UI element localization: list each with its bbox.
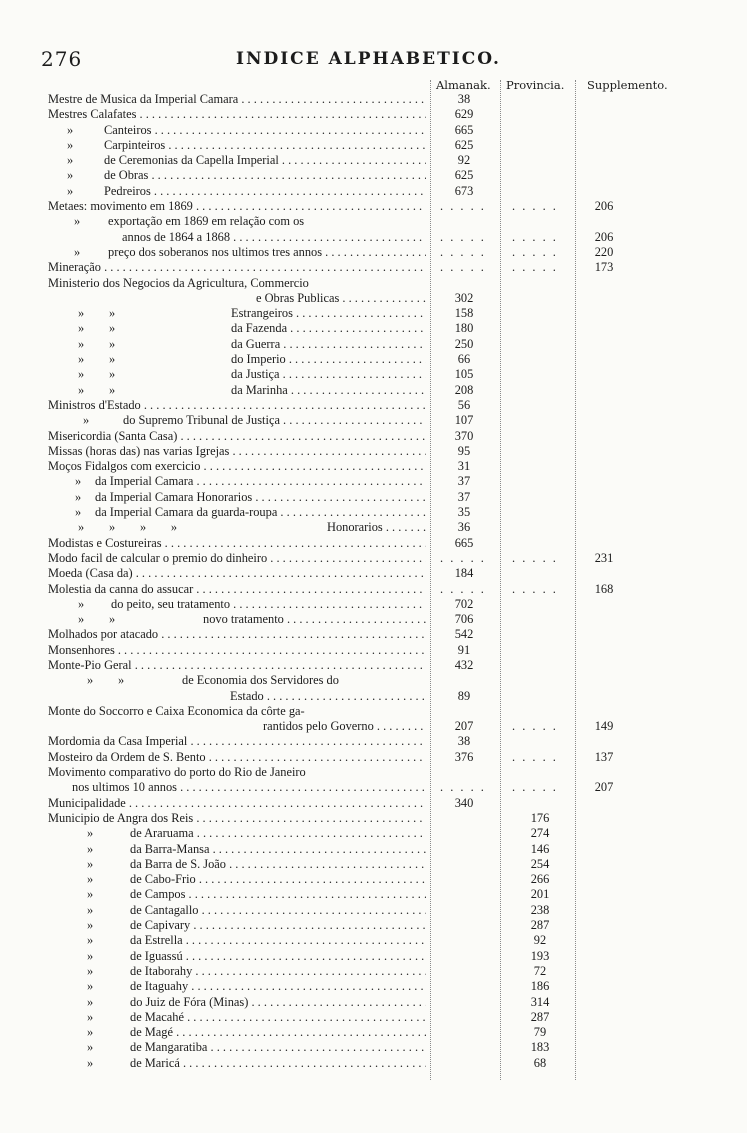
entry-label: de Cabo-Frio . . . xyxy=(130,872,426,887)
index-entry xyxy=(0,230,747,245)
page-ref-almanak: 673 xyxy=(454,183,474,198)
index-entry xyxy=(0,918,747,933)
index-entry xyxy=(0,306,747,321)
leader-dots: . . . . . xyxy=(512,199,558,214)
ditto-marker: » xyxy=(78,596,85,611)
index-entry xyxy=(0,689,747,704)
page-ref-almanak: 35 xyxy=(457,505,471,520)
index-entry xyxy=(0,872,747,887)
ditto-marker: » xyxy=(87,902,94,917)
entry-label: Ministros d'Estado . . . xyxy=(48,398,426,413)
index-entry xyxy=(0,321,747,336)
leader-dots: . . . . . xyxy=(512,550,558,565)
index-entry xyxy=(0,214,747,229)
ditto-marker: » xyxy=(67,137,74,152)
entry-label: Misericordia (Santa Casa) . . . xyxy=(48,429,426,444)
page-ref-supplemento: 173 xyxy=(594,260,614,275)
page-ref-almanak: 208 xyxy=(454,382,474,397)
page-ref-almanak: 158 xyxy=(454,306,474,321)
entry-label: Canteiros . . . xyxy=(104,123,426,138)
entry-label: Pedreiros . . . xyxy=(104,184,426,199)
entry-label: da Imperial Camara da guarda-roupa . . . xyxy=(95,505,426,520)
entry-label: de Maricá . . . xyxy=(130,1056,426,1071)
index-entry xyxy=(0,92,747,107)
page-number: 276 xyxy=(41,47,83,71)
index-entry xyxy=(0,964,747,979)
page-ref-almanak: 105 xyxy=(454,367,474,382)
index-entry xyxy=(0,719,747,734)
index-entry xyxy=(0,1025,747,1040)
page-ref-almanak: 542 xyxy=(454,627,474,642)
entry-label: rantidos pelo Governo . . . xyxy=(263,719,426,734)
ditto-marker: » xyxy=(75,489,82,504)
index-entry xyxy=(0,398,747,413)
entry-label: de Iguassú . . . xyxy=(130,949,426,964)
page-ref-almanak: 665 xyxy=(454,535,474,550)
header-provincia: Provincia. xyxy=(506,78,565,92)
ditto-marker: » xyxy=(87,872,94,887)
index-entry xyxy=(0,796,747,811)
leader-dots: . . . . . xyxy=(512,260,558,275)
page-ref-almanak: 92 xyxy=(457,153,471,168)
index-entry xyxy=(0,704,747,719)
index-entry xyxy=(0,643,747,658)
entry-label: do peito, seu tratamento . . . xyxy=(111,597,426,612)
index-entry xyxy=(0,168,747,183)
ditto-marker: » xyxy=(67,168,74,183)
index-entry xyxy=(0,995,747,1010)
entry-label: de Campos . . . xyxy=(130,887,426,902)
index-entry xyxy=(0,474,747,489)
ditto-marker: » » xyxy=(78,321,116,336)
entry-label: da Justiça . . . xyxy=(231,367,426,382)
ditto-marker: » xyxy=(74,214,81,229)
ditto-marker: » xyxy=(67,183,74,198)
page-ref-almanak: 107 xyxy=(454,413,474,428)
ditto-marker: » xyxy=(87,933,94,948)
index-entry xyxy=(0,444,747,459)
index-entry xyxy=(0,979,747,994)
entry-label: de Capivary . . . xyxy=(130,918,426,933)
entry-label: Movimento comparativo do porto do Rio de Janeiro xyxy=(48,765,306,780)
page-ref-almanak: 250 xyxy=(454,336,474,351)
entry-label: da Imperial Camara . . . xyxy=(95,474,426,489)
entry-label: da Marinha . . . xyxy=(231,383,426,398)
entry-label: Mestre de Musica da Imperial Camara . . . xyxy=(48,92,426,107)
index-entry xyxy=(0,367,747,382)
ditto-marker: » xyxy=(87,887,94,902)
entry-label: Moeda (Casa da) . . . xyxy=(48,566,426,581)
leader-dots: . . . . . xyxy=(440,260,486,275)
header-almanak: Almanak. xyxy=(436,78,491,92)
page-ref-provincia: 287 xyxy=(530,1009,550,1024)
index-entry xyxy=(0,949,747,964)
ditto-marker: » xyxy=(87,979,94,994)
page-ref-provincia: 183 xyxy=(530,1040,550,1055)
page-ref-provincia: 287 xyxy=(530,918,550,933)
page-ref-provincia: 266 xyxy=(530,872,550,887)
index-entry xyxy=(0,291,747,306)
index-entry xyxy=(0,765,747,780)
leader-dots: . . . . . xyxy=(440,229,486,244)
page-title: INDICE ALPHABETICO. xyxy=(236,49,501,69)
page-ref-almanak: 665 xyxy=(454,122,474,137)
page-ref-almanak: 625 xyxy=(454,168,474,183)
entry-label: annos de 1864 a 1868 . . . xyxy=(122,230,426,245)
entry-label: de Itaborahy . . . xyxy=(130,964,426,979)
page-ref-almanak: 340 xyxy=(454,795,474,810)
entry-label: preço dos soberanos nos ultimos tres annos . . . xyxy=(108,245,426,260)
index-entry xyxy=(0,153,747,168)
page-ref-almanak: 207 xyxy=(454,719,474,734)
entry-label: da Guerra . . . xyxy=(231,337,426,352)
page-ref-almanak: 37 xyxy=(457,474,471,489)
ditto-marker: » » » » xyxy=(78,520,178,535)
leader-dots: . . . . . xyxy=(512,780,558,795)
index-entry xyxy=(0,627,747,642)
ditto-marker: » xyxy=(87,963,94,978)
entry-label: Monte do Soccorro e Caixa Economica da côrte ga- xyxy=(48,703,305,718)
index-entry xyxy=(0,107,747,122)
page-ref-almanak: 629 xyxy=(454,107,474,122)
entry-label: Missas (horas das) nas varias Igrejas . . . xyxy=(48,444,426,459)
index-entry xyxy=(0,429,747,444)
page-ref-provincia: 274 xyxy=(530,826,550,841)
entry-label: do Juiz de Fóra (Minas) . . . xyxy=(130,995,426,1010)
index-entry xyxy=(0,184,747,199)
ditto-marker: » » xyxy=(87,673,125,688)
ditto-marker: » xyxy=(75,505,82,520)
index-entry xyxy=(0,582,747,597)
leader-dots: . . . . . xyxy=(440,550,486,565)
entry-label: de Araruama . . . xyxy=(130,826,426,841)
leader-dots: . . . . . xyxy=(512,719,558,734)
entry-label: Ministerio dos Negocios da Agricultura, Commercio xyxy=(48,275,309,290)
index-entry xyxy=(0,566,747,581)
entry-label: de Economia dos Servidores do xyxy=(182,673,339,688)
entry-label: da Barra-Mansa . . . xyxy=(130,842,426,857)
index-entry xyxy=(0,842,747,857)
entry-label: e Obras Publicas . . . xyxy=(256,291,426,306)
index-entry xyxy=(0,887,747,902)
index-entry xyxy=(0,520,747,535)
entry-label: Mineração . . . xyxy=(48,260,426,275)
page-ref-almanak: 66 xyxy=(457,352,471,367)
leader-dots: . . . . . xyxy=(440,780,486,795)
page-ref-provincia: 193 xyxy=(530,948,550,963)
index-entry xyxy=(0,413,747,428)
entry-label: de Magé . . . xyxy=(130,1025,426,1040)
entry-label: Modo facil de calcular o premio do dinheiro . . . xyxy=(48,551,426,566)
page-ref-provincia: 68 xyxy=(533,1055,547,1070)
ditto-marker: » xyxy=(87,856,94,871)
entry-label: Moços Fidalgos com exercicio . . . xyxy=(48,459,426,474)
page-ref-supplemento: 220 xyxy=(594,244,614,259)
page-ref-provincia: 201 xyxy=(530,887,550,902)
page-ref-almanak: 31 xyxy=(457,459,471,474)
page-ref-supplemento: 206 xyxy=(594,229,614,244)
entry-label: Municipalidade . . . xyxy=(48,796,426,811)
index-entry xyxy=(0,138,747,153)
entry-label: de Mangaratiba . . . xyxy=(130,1040,426,1055)
entry-label: de Ceremonias da Capella Imperial . . . xyxy=(104,153,426,168)
ditto-marker: » xyxy=(87,1009,94,1024)
index-entries xyxy=(0,92,747,1071)
index-entry xyxy=(0,352,747,367)
entry-label: Carpinteiros . . . xyxy=(104,138,426,153)
index-entry xyxy=(0,750,747,765)
page-ref-almanak: 376 xyxy=(454,749,474,764)
entry-label: Estado . . . xyxy=(230,689,426,704)
leader-dots: . . . . . xyxy=(512,229,558,244)
ditto-marker: » » xyxy=(78,367,116,382)
page-ref-provincia: 314 xyxy=(530,994,550,1009)
page-ref-provincia: 254 xyxy=(530,856,550,871)
page-ref-almanak: 706 xyxy=(454,612,474,627)
index-entry xyxy=(0,260,747,275)
ditto-marker: » xyxy=(67,122,74,137)
index-entry xyxy=(0,933,747,948)
entry-label: Honorarios . . . xyxy=(327,520,426,535)
index-entry xyxy=(0,612,747,627)
entry-label: Mordomia da Casa Imperial . . . xyxy=(48,734,426,749)
ditto-marker: » xyxy=(87,826,94,841)
page-ref-provincia: 176 xyxy=(530,810,550,825)
entry-label: de Obras . . . xyxy=(104,168,426,183)
index-entry xyxy=(0,903,747,918)
index-entry xyxy=(0,780,747,795)
header-supplemento: Supplemento. xyxy=(587,78,668,92)
leader-dots: . . . . . xyxy=(440,244,486,259)
page-ref-supplemento: 149 xyxy=(594,719,614,734)
entry-label: de Cantagallo . . . xyxy=(130,903,426,918)
page-ref-almanak: 370 xyxy=(454,428,474,443)
leader-dots: . . . . . xyxy=(512,581,558,596)
page-ref-supplemento: 231 xyxy=(594,550,614,565)
index-entry xyxy=(0,337,747,352)
entry-label: da Estrella . . . xyxy=(130,933,426,948)
index-entry xyxy=(0,536,747,551)
entry-label: do Supremo Tribunal de Justiça . . . xyxy=(123,413,426,428)
ditto-marker: » xyxy=(87,1055,94,1070)
index-entry xyxy=(0,383,747,398)
entry-label: novo tratamento . . . xyxy=(203,612,426,627)
index-entry xyxy=(0,1010,747,1025)
entry-label: do Imperio . . . xyxy=(231,352,426,367)
leader-dots: . . . . . xyxy=(440,581,486,596)
page-ref-supplemento: 168 xyxy=(594,581,614,596)
page-ref-provincia: 92 xyxy=(533,933,547,948)
index-entry xyxy=(0,505,747,520)
page-ref-almanak: 56 xyxy=(457,397,471,412)
ditto-marker: » » xyxy=(78,336,116,351)
index-entry xyxy=(0,199,747,214)
index-entry xyxy=(0,734,747,749)
page-ref-provincia: 72 xyxy=(533,963,547,978)
entry-label: da Barra de S. João . . . xyxy=(130,857,426,872)
index-entry xyxy=(0,597,747,612)
index-entry xyxy=(0,811,747,826)
index-entry xyxy=(0,658,747,673)
leader-dots: . . . . . xyxy=(512,749,558,764)
index-entry xyxy=(0,826,747,841)
entry-label: de Macahé . . . xyxy=(130,1010,426,1025)
page-ref-almanak: 38 xyxy=(457,92,471,106)
ditto-marker: » xyxy=(83,413,90,428)
page-ref-almanak: 180 xyxy=(454,321,474,336)
entry-label: Mestres Calafates . . . xyxy=(48,107,426,122)
index-entry xyxy=(0,459,747,474)
ditto-marker: » » xyxy=(78,382,116,397)
page-ref-provincia: 238 xyxy=(530,902,550,917)
entry-label: Monte-Pio Geral . . . xyxy=(48,658,426,673)
ditto-marker: » xyxy=(74,244,81,259)
page-ref-almanak: 95 xyxy=(457,443,471,458)
ditto-marker: » xyxy=(87,1040,94,1055)
page-ref-almanak: 38 xyxy=(457,734,471,749)
page-ref-almanak: 91 xyxy=(457,642,471,657)
index-entry xyxy=(0,551,747,566)
page-ref-provincia: 186 xyxy=(530,979,550,994)
entry-label: da Fazenda . . . xyxy=(231,321,426,336)
index-entry xyxy=(0,276,747,291)
page-ref-provincia: 146 xyxy=(530,841,550,856)
index-entry xyxy=(0,1056,747,1071)
index-entry xyxy=(0,245,747,260)
page-ref-supplemento: 207 xyxy=(594,780,614,795)
entry-label: Estrangeiros . . . xyxy=(231,306,426,321)
ditto-marker: » xyxy=(87,841,94,856)
page-ref-almanak: 37 xyxy=(457,489,471,504)
entry-label: Municipio de Angra dos Reis . . . xyxy=(48,811,426,826)
entry-label: Molestia da canna do assucar . . . xyxy=(48,582,426,597)
entry-label: da Imperial Camara Honorarios . . . xyxy=(95,490,426,505)
entry-label: Molhados por atacado . . . xyxy=(48,627,426,642)
ditto-marker: » » xyxy=(78,306,116,321)
page-ref-almanak: 36 xyxy=(457,520,471,535)
ditto-marker: » xyxy=(87,1025,94,1040)
ditto-marker: » xyxy=(87,948,94,963)
entry-label: Monsenhores . . . xyxy=(48,643,426,658)
page-ref-almanak: 302 xyxy=(454,290,474,305)
entry-label: exportação em 1869 em relação com os xyxy=(108,214,305,229)
index-entry xyxy=(0,673,747,688)
index-entry xyxy=(0,490,747,505)
page-ref-almanak: 184 xyxy=(454,566,474,581)
ditto-marker: » xyxy=(75,474,82,489)
index-entry xyxy=(0,1040,747,1055)
page-ref-supplemento: 137 xyxy=(594,749,614,764)
leader-dots: . . . . . xyxy=(512,244,558,259)
page-ref-almanak: 432 xyxy=(454,657,474,672)
page-ref-almanak: 702 xyxy=(454,596,474,611)
ditto-marker: » xyxy=(87,918,94,933)
page-ref-provincia: 79 xyxy=(533,1025,547,1040)
ditto-marker: » xyxy=(67,153,74,168)
entry-label: Mosteiro da Ordem de S. Bento . . . xyxy=(48,750,426,765)
index-entry xyxy=(0,857,747,872)
entry-label: de Itaguahy . . . xyxy=(130,979,426,994)
entry-label: nos ultimos 10 annos . . . xyxy=(72,780,426,795)
entry-label: Metaes: movimento em 1869 . . . xyxy=(48,199,426,214)
leader-dots: . . . . . xyxy=(440,199,486,214)
ditto-marker: » xyxy=(87,994,94,1009)
entry-label: Modistas e Costureiras . . . xyxy=(48,536,426,551)
page-ref-almanak: 89 xyxy=(457,688,471,703)
ditto-marker: » » xyxy=(78,612,116,627)
page-ref-almanak: 625 xyxy=(454,137,474,152)
page-ref-supplemento: 206 xyxy=(594,199,614,214)
ditto-marker: » » xyxy=(78,352,116,367)
index-entry xyxy=(0,123,747,138)
